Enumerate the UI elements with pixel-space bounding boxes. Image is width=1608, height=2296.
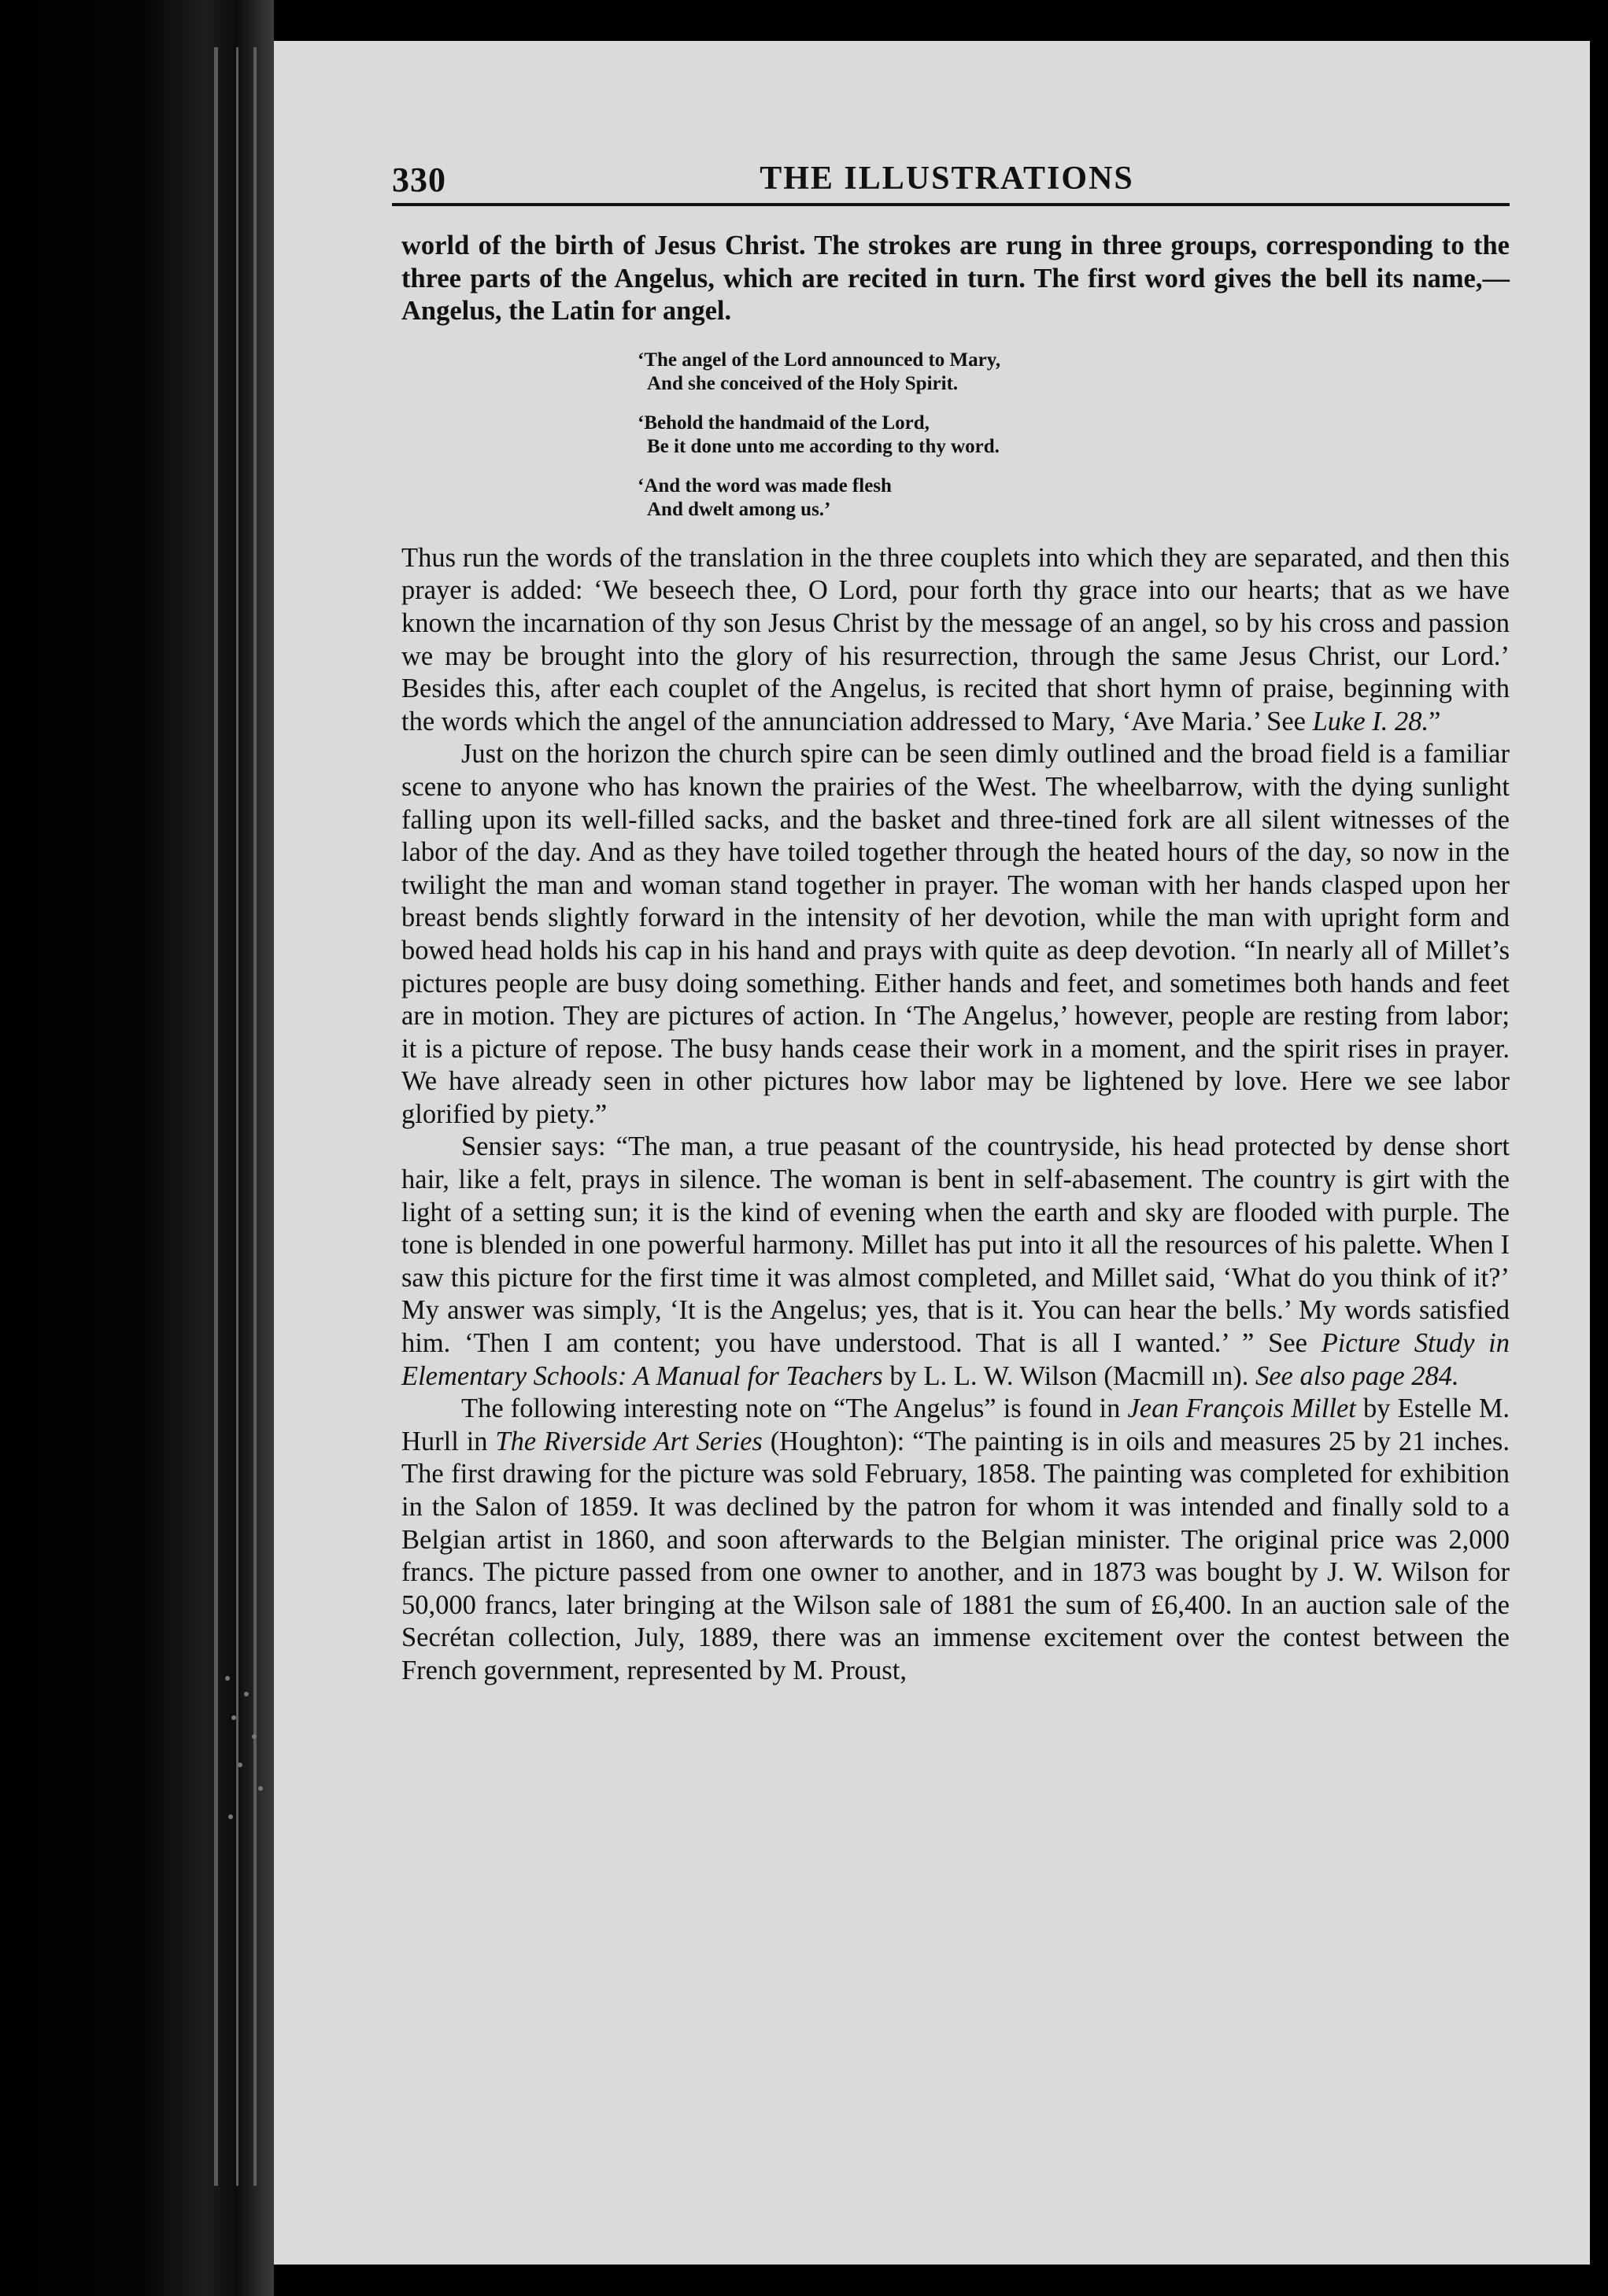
- verse-stanza: [638, 474, 1510, 522]
- header-rule: [392, 203, 1510, 206]
- page-number: 330: [392, 161, 446, 199]
- paragraph-text: The following interesting note on “The Angelus” is found in: [461, 1393, 1128, 1424]
- edge-speckles: [220, 1668, 275, 1841]
- binding-page-edge: [253, 47, 257, 2186]
- paragraph-translation: [401, 542, 1510, 739]
- book-binding-edge: [0, 0, 274, 2296]
- verse-line: ‘The angel of the Lord announced to Mary,: [638, 349, 1001, 371]
- book-title: Jean François Millet: [1127, 1393, 1356, 1424]
- paragraph-text: by Estelle M. Hurll in: [401, 1393, 1510, 1456]
- binding-page-edge: [236, 47, 238, 2186]
- opening-paragraph: world of the birth of Jesus Christ. The strokes are rung in three groups, corresponding to the three parts of the Angelus, which are recited in turn. The first word gives the bell its name,—Angelus, the Latin for angel.: [401, 231, 1510, 327]
- verse-stanza: [638, 412, 1510, 459]
- running-title: THE ILLUSTRATIONS: [760, 161, 1134, 197]
- closing-quote: ”: [1429, 706, 1441, 736]
- paragraph-sensier: [401, 1131, 1510, 1393]
- paragraph-text: Sensier says: “The man, a true peasant of the countryside, his head protected by dense short hair, like a felt, prays in silence. The woman is bent in self-abasement. The country is girt with the light of a setting sun; it is the kind of evening when the earth and sky are flooded with purple. The tone is blended in one powerful harmony. Millet has put into it all the resources of his palette. When I saw this picture for the first time it was almost completed, and Millet said, ‘What do you think of it?’ My answer was simply, ‘It is the Angelus; yes, that is it. You can hear the bells.’ My words satisfied him. ‘Then I am content; you have understood. That is all I wanted.’ ” See: [401, 1131, 1510, 1359]
- angelus-verses: [638, 349, 1510, 522]
- running-head: [392, 155, 1502, 202]
- paragraph-text: (Houghton): “The painting is in oils and measures 25 by 21 inches. The first drawing for the picture was sold February, 1858. The painting was completed for exhibition in the Salon of 1859. It was declined by the patron for whom it was intended and finally sold to a Belgian artist in 1860, and soon afterwards to the Belgian minister. The original price was 2,000 francs. The picture passed from one owner to another, and in 1873 was bought by J. W. Wilson for 50,000 francs, later bringing at the Wilson sale of 1881 the sum of £6,400. In an auction sale of the Secrétan collection, July, 1889, there was an immense excitement over the contest between the French government, represented by M. Proust,: [401, 1426, 1510, 1685]
- scripture-reference: Luke I. 28.: [1312, 706, 1429, 736]
- verse-line: Be it done unto me according to thy word.: [647, 435, 1000, 457]
- body-text: [401, 230, 1510, 1688]
- book-page: [274, 41, 1590, 2265]
- series-title: The Riverside Art Series: [495, 1426, 763, 1456]
- verse-line: ‘And the word was made flesh: [638, 474, 892, 496]
- binding-page-edge: [214, 47, 218, 2186]
- paragraph-text: Thus run the words of the translation in the three couplets into which they are separated, and then this prayer is added: ‘We beseech thee, O Lord, pour forth thy grace into our hearts; that as we have known the incarnation of thy son Jesus Christ by the message of an angel, so by his cross and passion we may be brought into the glory of his resurrection, through the same Jesus Christ, our Lord.’ Besides this, after each couplet of the Angelus, is recited that short hymn of praise, beginning with the words which the angel of the annunciation addressed to Mary, ‘Ave Maria.’ See: [401, 542, 1510, 736]
- verse-stanza: [638, 349, 1510, 396]
- paragraph-description: Just on the horizon the church spire can be seen dimly outlined and the broad field is a familiar scene to anyone who has known the prairies of the West. The wheelbarrow, with the dying sunlight falling upon its well-filled sacks, and the basket and three-tined fork are all silent witnesses of the labor of the day. And as they have toiled together through the heated hours of the day, so now in the twilight the man and woman stand together in prayer. The woman with her hands clasped upon her breast bends slightly forward in the intensity of her devotion, while the man with upright form and bowed head holds his cap in his hand and prays with quite as deep devotion. “In nearly all of Millet’s pictures people are busy doing something. Either hands and feet, and sometimes both hands and feet are in motion. They are pictures of action. In ‘The Angelus,’ however, people are resting from labor; it is a picture of repose. The busy hands cease their work in a moment, and the spirit rises in prayer. We have already seen in other pictures how labor may be lightened by love. Here we see labor glorified by piety.”: [401, 739, 1510, 1129]
- verse-line: And she conceived of the Holy Spirit.: [647, 372, 959, 394]
- cross-reference: See also page 284.: [1255, 1360, 1459, 1391]
- paragraph-hurll-note: [401, 1393, 1510, 1687]
- paragraph-text: by L. L. W. Wilson (Macmill ın).: [882, 1360, 1255, 1391]
- verse-line: ‘Behold the handmaid of the Lord,: [638, 412, 930, 434]
- verse-line: And dwelt among us.’: [647, 498, 831, 520]
- book-title: Picture Study in Elementary Schools: A Manual for Teachers: [401, 1328, 1510, 1391]
